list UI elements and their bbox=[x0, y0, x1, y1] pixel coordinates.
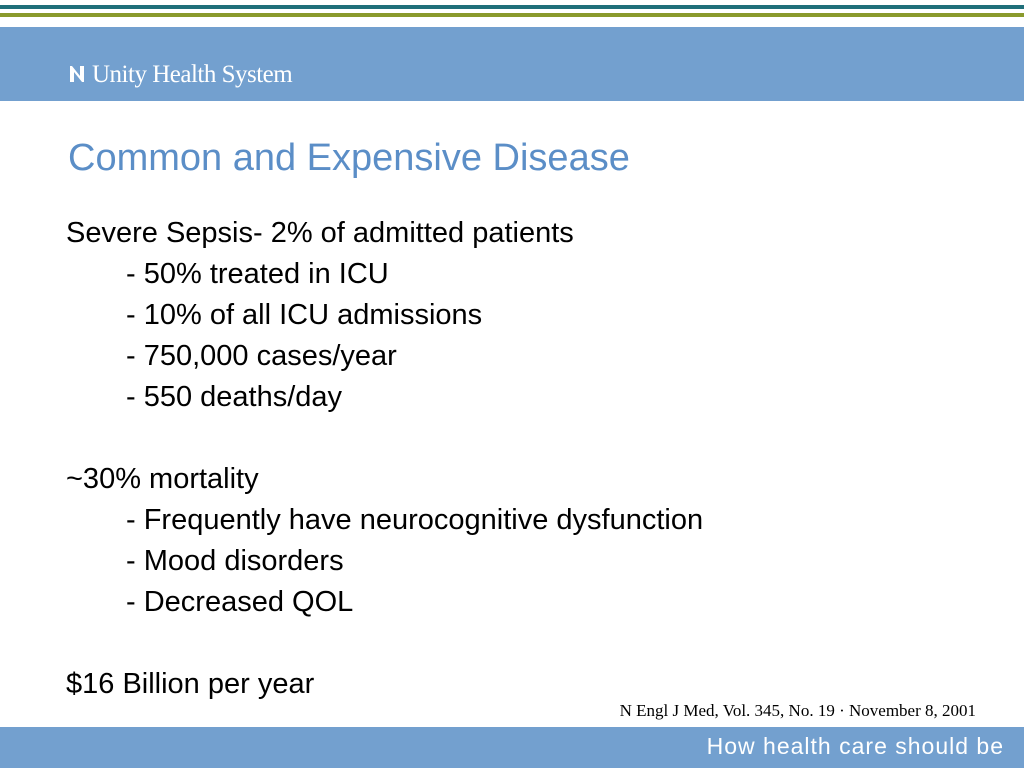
spacer bbox=[66, 418, 966, 459]
bullet-cost: $16 Billion per year bbox=[66, 668, 315, 700]
sub-bullet-cases-per-year: - 750,000 cases/year bbox=[126, 340, 397, 372]
bullet-severe-sepsis: Severe Sepsis- 2% of admitted patients bbox=[66, 217, 574, 249]
logo-text: Unity Health System bbox=[92, 60, 293, 88]
sub-bullet-mood-disorders: - Mood disorders bbox=[126, 545, 344, 577]
sub-bullet-icu-admissions: - 10% of all ICU admissions bbox=[126, 299, 483, 331]
footer-tagline: How health care should be bbox=[706, 733, 1004, 759]
top-stripe-gap-2 bbox=[0, 17, 1024, 23]
citation: N Engl J Med, Vol. 345, No. 19 · November 8, 2001 bbox=[619, 701, 976, 720]
slide-title: Common and Expensive Disease bbox=[68, 137, 630, 179]
sub-bullet-decreased-qol: - Decreased QOL bbox=[126, 586, 354, 618]
sub-bullet-neurocognitive: - Frequently have neurocognitive dysfunction bbox=[126, 504, 704, 536]
unity-health-mark-icon bbox=[68, 64, 86, 84]
slide-body bbox=[66, 213, 966, 705]
sub-bullet-deaths-per-day: - 550 deaths/day bbox=[126, 381, 343, 413]
sub-bullet-icu-treated: - 50% treated in ICU bbox=[126, 258, 389, 290]
unity-health-logo bbox=[68, 58, 292, 90]
bullet-mortality: ~30% mortality bbox=[66, 463, 259, 495]
spacer-2 bbox=[66, 623, 966, 664]
